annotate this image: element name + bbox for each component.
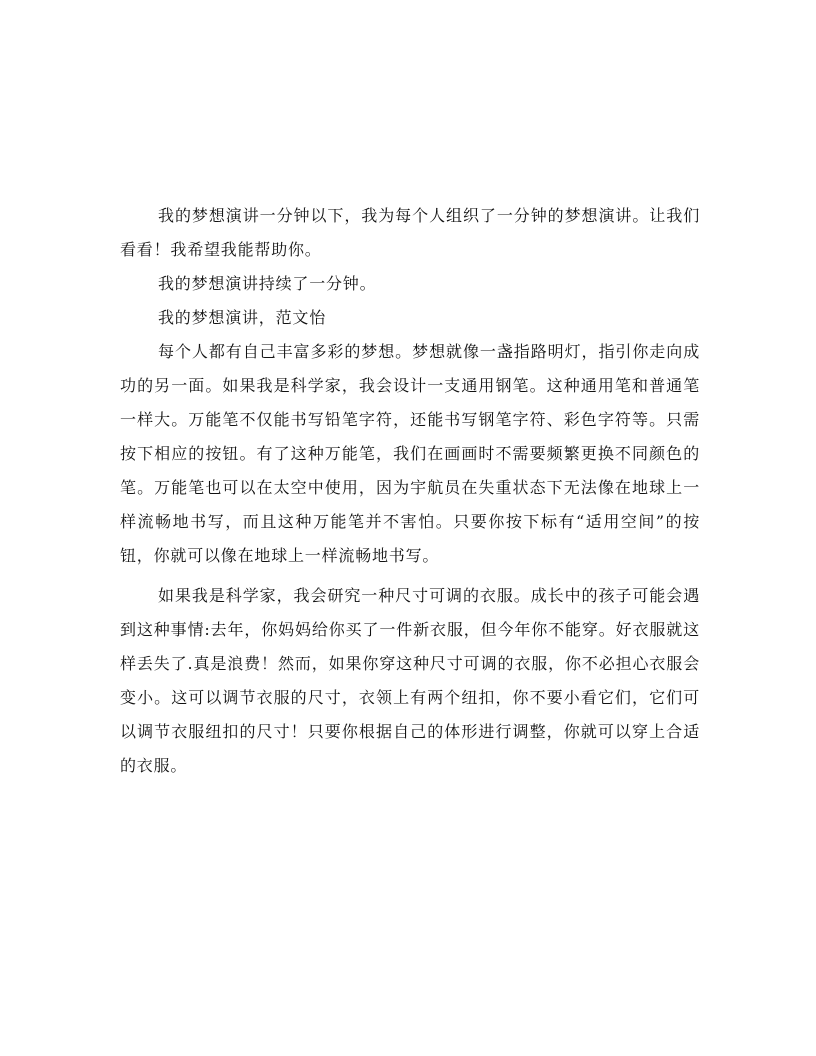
- document-body: [120, 199, 700, 783]
- paragraph-duration: 我的梦想演讲持续了一分钟。: [158, 274, 377, 293]
- paragraph-adjustable-clothes: 如果我是科学家，我会研究一种尺寸可调的衣服。成长中的孩子可能会遇到这种事情:去年，你妈妈给你买了一件新衣服，但今年你不能穿。好衣服就这样丢失了.真是浪费！然而，如果你穿这种尺寸可调的衣服，你不必担心衣服会变小。这可以调节衣服的尺寸，衣领上有两个纽扣，你不要小看它们，它们可以调节衣服纽扣的尺寸！只要你根据自己的体形进行调整，你就可以穿上合适的衣服。: [120, 586, 700, 775]
- paragraph-universal-pen: 每个人都有自己丰富多彩的梦想。梦想就像一盏指路明灯，指引你走向成功的另一面。如果我是科学家，我会设计一支通用钢笔。这种通用笔和普通笔一样大。万能笔不仅能书写铅笔字符，还能书写钢笔字符、彩色字符等。只需按下相应的按钮。有了这种万能笔，我们在画画时不需要频繁更换不同颜色的笔。万能笔也可以在太空中使用，因为宇航员在失重状态下无法像在地球上一样流畅地书写，而且这种万能笔并不害怕。只要你按下标有“适用空间”的按钮，你就可以像在地球上一样流畅地书写。: [120, 342, 700, 565]
- paragraph-intro: 我的梦想演讲一分钟以下，我为每个人组织了一分钟的梦想演讲。让我们看看！我希望我能帮助你。: [120, 206, 700, 259]
- paragraph-title: 我的梦想演讲，范文怡: [158, 308, 327, 327]
